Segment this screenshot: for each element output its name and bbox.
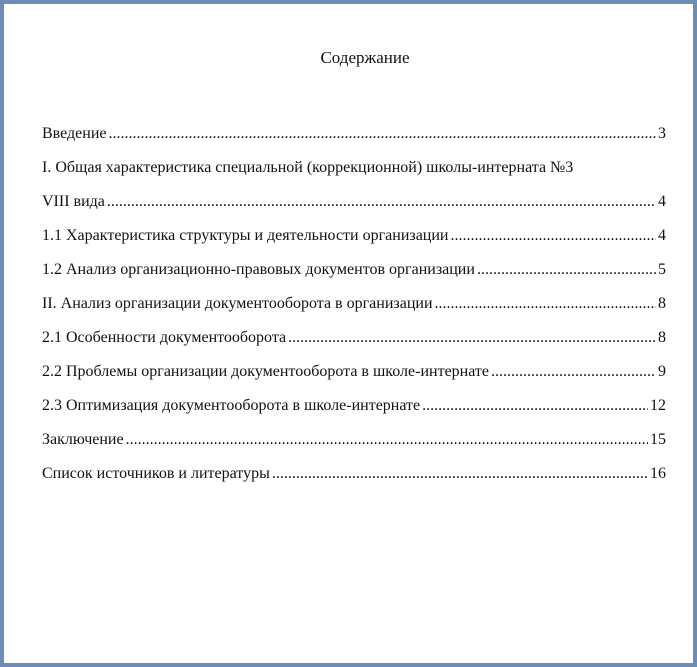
toc-dot-leader xyxy=(477,260,656,280)
toc-entry-text: I. Общая характеристика специальной (коррекционной) школы-интерната №3 xyxy=(42,159,574,176)
toc-list xyxy=(42,110,666,484)
document-page xyxy=(42,44,666,484)
toc-entry-text: Список источников и литературы xyxy=(42,465,270,482)
toc-page-number: 5 xyxy=(658,261,666,278)
toc-entry-section-2-3 xyxy=(42,382,666,416)
toc-entry-section-1-1 xyxy=(42,212,666,246)
toc-entry-introduction xyxy=(42,110,666,144)
toc-page-number: 8 xyxy=(658,329,666,346)
toc-page-number: 4 xyxy=(658,227,666,244)
toc-entry-section-1-2 xyxy=(42,246,666,280)
toc-entry-text: Заключение xyxy=(42,431,124,448)
toc-dot-leader xyxy=(288,328,656,348)
toc-dot-leader xyxy=(435,294,657,314)
toc-page-number: 15 xyxy=(650,431,666,448)
toc-page-number: 16 xyxy=(650,465,666,482)
toc-dot-leader xyxy=(272,464,648,484)
toc-entry-text: II. Анализ организации документооборота в организации xyxy=(42,295,433,312)
toc-entry-conclusion xyxy=(42,416,666,450)
toc-entry-section-2-1 xyxy=(42,314,666,348)
toc-entry-chapter-1 xyxy=(42,178,666,212)
toc-dot-leader xyxy=(109,124,657,144)
toc-entry-text: 2.1 Особенности документооборота xyxy=(42,329,287,346)
toc-dot-leader xyxy=(451,226,657,246)
toc-dot-leader xyxy=(422,396,648,416)
toc-page-number: 8 xyxy=(658,295,666,312)
toc-dot-leader xyxy=(107,192,656,212)
toc-dot-leader xyxy=(491,362,656,382)
toc-entry-section-2-2 xyxy=(42,348,666,382)
toc-title: Содержание xyxy=(320,48,410,67)
toc-dot-leader xyxy=(126,430,648,450)
toc-page-number: 9 xyxy=(658,363,666,380)
toc-entry-text: 1.1 Характеристика структуры и деятельности организации xyxy=(42,227,449,244)
toc-entry-text: VIII вида xyxy=(42,193,105,210)
toc-entry-chapter-2 xyxy=(42,280,666,314)
toc-page-number: 12 xyxy=(650,397,666,414)
toc-entry-chapter-1-line1 xyxy=(42,144,666,178)
toc-entry-references xyxy=(42,450,666,484)
toc-entry-text: 2.3 Оптимизация документооборота в школе-интернате xyxy=(42,397,421,414)
toc-page-number: 4 xyxy=(658,193,666,210)
toc-entry-text: Введение xyxy=(42,125,107,142)
toc-page-number: 3 xyxy=(658,125,666,142)
toc-entry-text: 1.2 Анализ организационно-правовых документов организации xyxy=(42,261,475,278)
toc-entry-text: 2.2 Проблемы организации документооборота в школе-интернате xyxy=(42,363,490,380)
